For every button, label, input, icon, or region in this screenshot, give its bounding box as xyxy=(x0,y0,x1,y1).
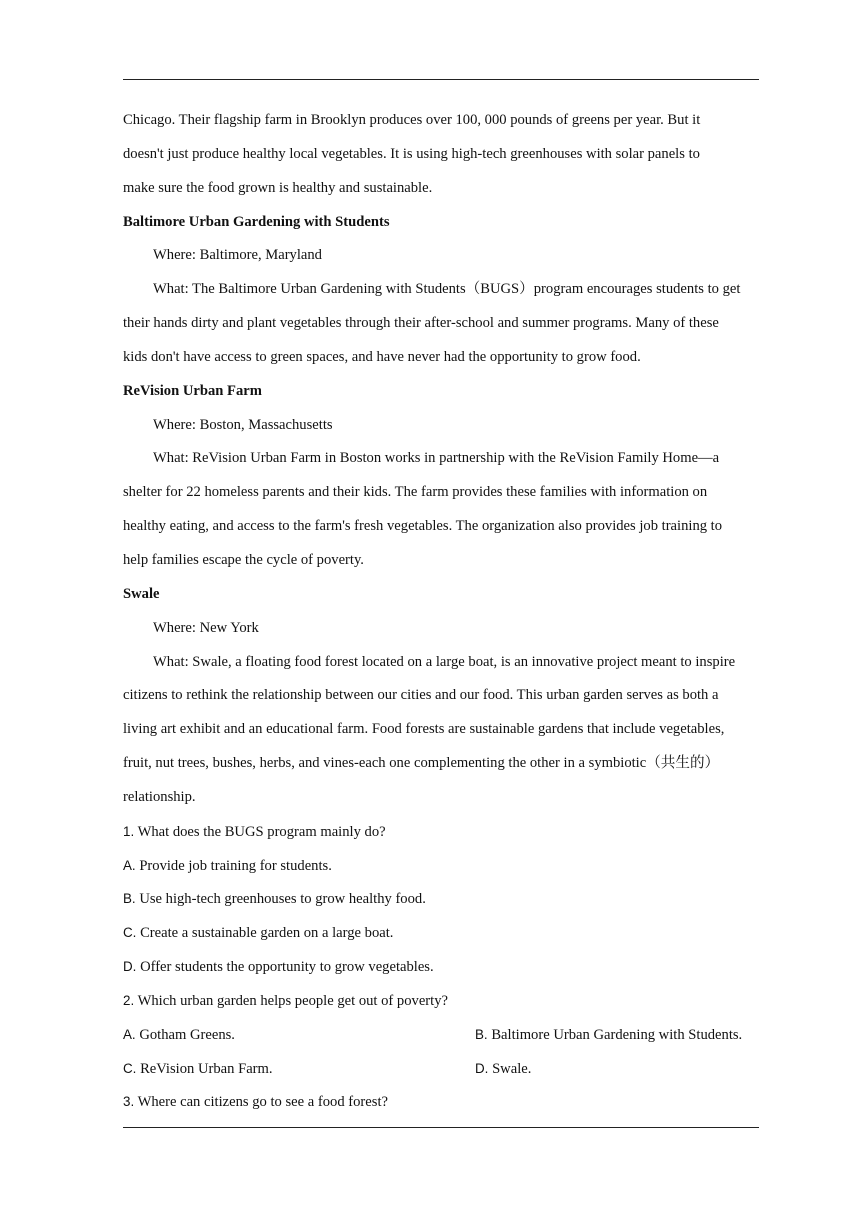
option-text: Create a sustainable garden on a large boat. xyxy=(140,925,394,942)
question-1 xyxy=(123,815,759,849)
section-title-bugs: Baltimore Urban Gardening with Students xyxy=(123,213,390,230)
option-text: Offer students the opportunity to grow vegetables. xyxy=(140,959,434,976)
passage-line: healthy eating, and access to the farm's fresh vegetables. The organization also provides job training to xyxy=(123,518,723,535)
passage-line: relationship. xyxy=(123,788,196,805)
passage-line: citizens to rethink the relationship between our cities and our food. This urban garden serves as both a xyxy=(123,687,719,704)
header-rule xyxy=(123,79,759,80)
passage-line: fruit, nut trees, bushes, herbs, and vines-each one complementing the other in a symbiotic（共生的） xyxy=(123,755,720,772)
q1-option-b xyxy=(123,882,759,916)
q1-option-c xyxy=(123,916,759,950)
passage-line: living art exhibit and an educational farm. Food forests are sustainable gardens that include vegetables, xyxy=(123,721,725,738)
option-key: C. xyxy=(123,1060,137,1076)
option-key: D. xyxy=(475,1060,489,1076)
passage-line: kids don't have access to green spaces, and have never had the opportunity to grow food. xyxy=(123,348,641,365)
passage-line: their hands dirty and plant vegetables through their after-school and summer programs. Many of these xyxy=(123,315,719,332)
option-text: Gotham Greens. xyxy=(139,1026,235,1043)
q2-options-row-2 xyxy=(123,1052,759,1086)
option-text: Use high-tech greenhouses to grow healthy food. xyxy=(139,891,426,908)
q2-option-b xyxy=(475,1018,742,1052)
section-what-swale: What: Swale, a floating food forest located on a large boat, is an innovative project meant to inspire xyxy=(153,653,736,670)
document-body xyxy=(123,104,759,1119)
option-text: Swale. xyxy=(492,1060,532,1077)
q1-option-a xyxy=(123,849,759,883)
section-what-revision: What: ReVision Urban Farm in Boston works in partnership with the ReVision Family Home—a xyxy=(153,450,720,467)
section-title-swale: Swale xyxy=(123,585,160,602)
option-text: ReVision Urban Farm. xyxy=(140,1060,273,1077)
section-where-revision: Where: Boston, Massachusetts xyxy=(153,416,333,433)
q1-option-d xyxy=(123,950,759,984)
section-what-bugs: What: The Baltimore Urban Gardening with Students（BUGS）program encourages students to get xyxy=(153,281,741,298)
option-key: B. xyxy=(123,891,136,907)
q2-options-row-1 xyxy=(123,1018,759,1052)
section-title-revision: ReVision Urban Farm xyxy=(123,382,262,399)
section-where-bugs: Where: Baltimore, Maryland xyxy=(153,247,322,264)
q2-option-c xyxy=(123,1052,475,1086)
option-key: A. xyxy=(123,857,136,873)
question-text: Where can citizens go to see a food forest? xyxy=(137,1094,388,1111)
question-2 xyxy=(123,984,759,1018)
question-number: 2. xyxy=(123,992,135,1008)
question-number: 3. xyxy=(123,1094,135,1110)
option-key: D. xyxy=(123,959,137,975)
passage-line: make sure the food grown is healthy and sustainable. xyxy=(123,179,433,196)
passage-line: help families escape the cycle of poverty. xyxy=(123,551,364,568)
option-key: A. xyxy=(123,1026,136,1042)
option-text: Baltimore Urban Gardening with Students. xyxy=(491,1026,743,1043)
question-text: What does the BUGS program mainly do? xyxy=(137,823,386,840)
passage-line: shelter for 22 homeless parents and their kids. The farm provides these families with information on xyxy=(123,484,708,501)
question-3 xyxy=(123,1085,759,1119)
option-key: C. xyxy=(123,925,137,941)
passage-line: doesn't just produce healthy local vegetables. It is using high-tech greenhouses with solar panels to xyxy=(123,145,700,162)
q2-option-a xyxy=(123,1018,475,1052)
passage-line: Chicago. Their flagship farm in Brooklyn produces over 100, 000 pounds of greens per year. But it xyxy=(123,112,701,128)
q2-option-d xyxy=(475,1052,531,1086)
question-number: 1. xyxy=(123,823,135,839)
option-key: B. xyxy=(475,1026,488,1042)
footer-rule xyxy=(123,1127,759,1128)
option-text: Provide job training for students. xyxy=(139,857,332,874)
section-where-swale: Where: New York xyxy=(153,619,259,636)
question-text: Which urban garden helps people get out of poverty? xyxy=(137,992,448,1009)
